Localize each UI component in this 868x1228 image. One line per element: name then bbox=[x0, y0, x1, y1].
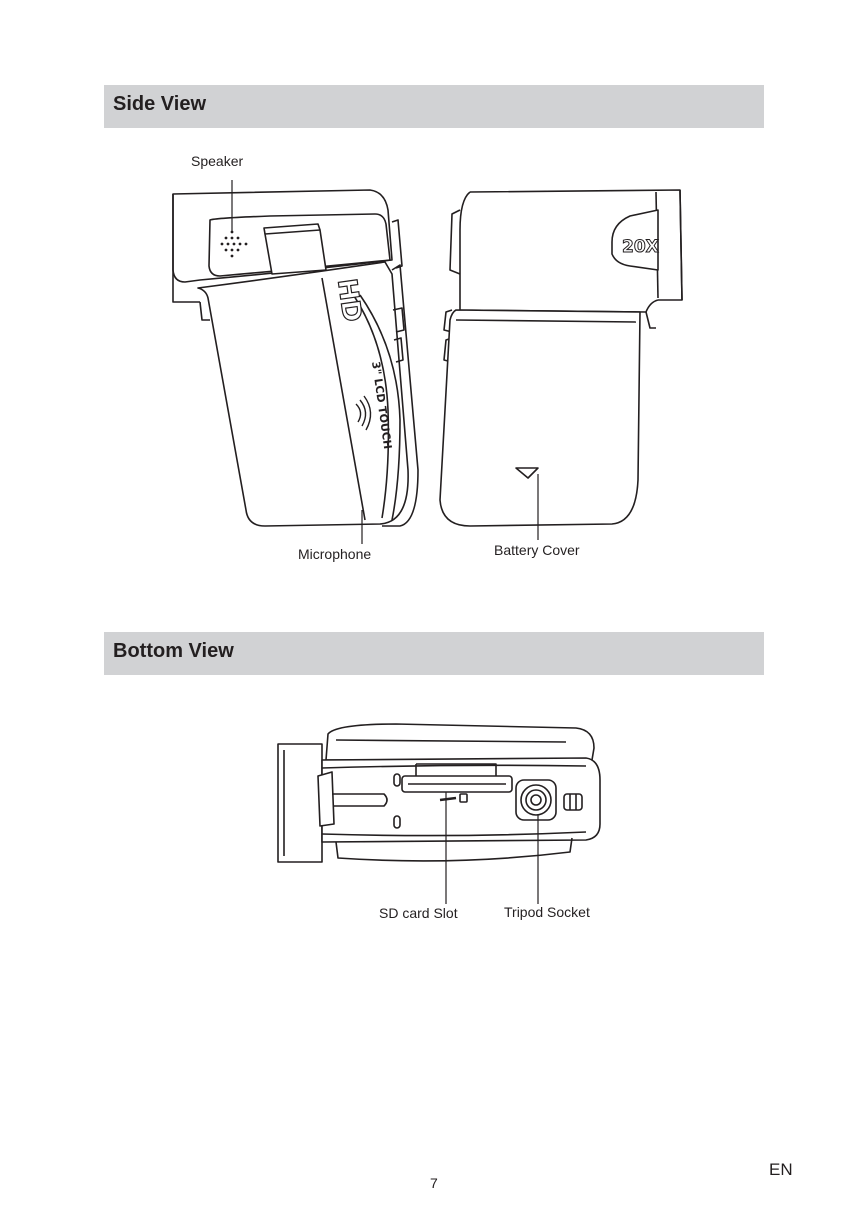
microphone-label: Microphone bbox=[298, 546, 372, 562]
bottom-view-title: Bottom View bbox=[113, 640, 234, 662]
side-view-header bbox=[104, 85, 764, 128]
svg-text:3" LCD TOUCH: 3" LCD TOUCH bbox=[369, 360, 395, 450]
bottom-view-illustration bbox=[276, 720, 606, 900]
sd-card-slot-label: SD card Slot bbox=[379, 905, 458, 921]
language-code: EN bbox=[769, 1160, 793, 1179]
tripod-socket-label: Tripod Socket bbox=[504, 904, 590, 920]
side-view-illustration bbox=[160, 170, 700, 545]
side-view-title: Side View bbox=[113, 93, 207, 115]
page-number: 7 bbox=[430, 1175, 438, 1191]
zoom-mark: 20X bbox=[622, 237, 659, 257]
hd-logo-mark bbox=[331, 277, 367, 324]
battery-cover-label: Battery Cover bbox=[494, 542, 580, 558]
bottom-view-header bbox=[104, 632, 764, 675]
svg-text:HD: HD bbox=[331, 276, 367, 324]
speaker-label: Speaker bbox=[191, 153, 244, 169]
